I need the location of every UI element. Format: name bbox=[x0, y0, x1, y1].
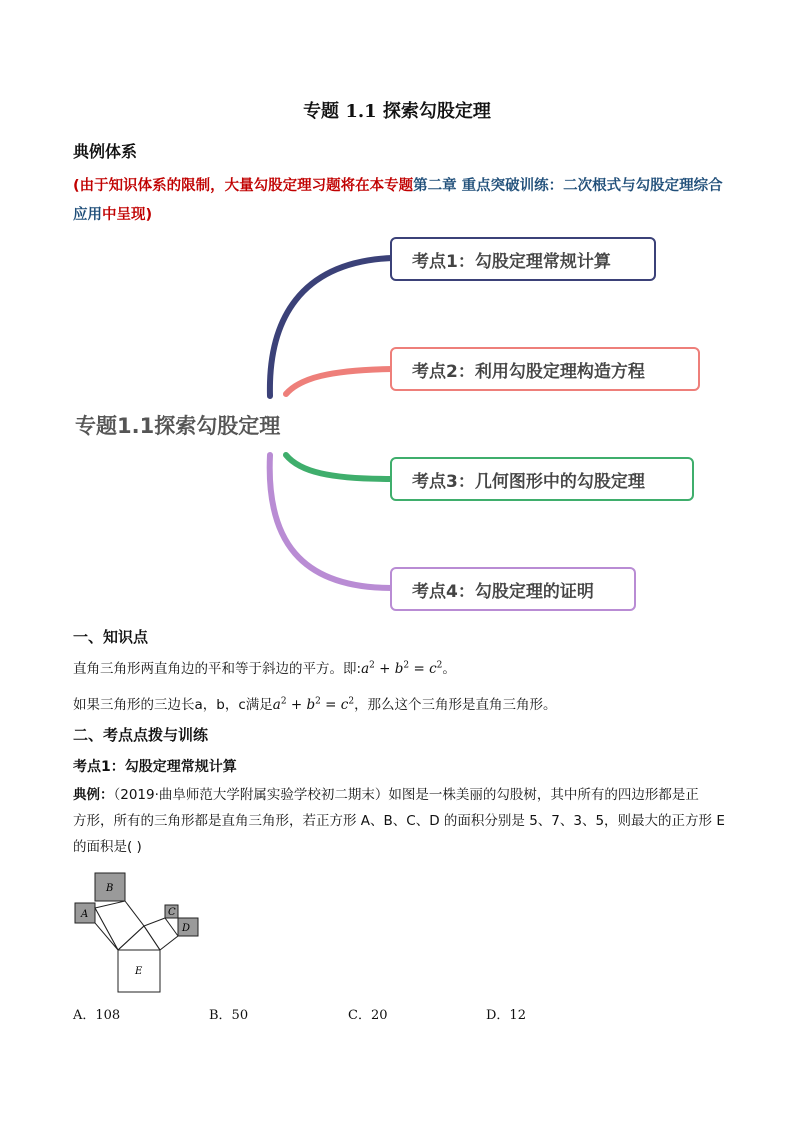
example-label: 典例： bbox=[73, 787, 114, 803]
note-part-1: (由于知识体系的限制，大量勾股定理习题将在本专题 bbox=[73, 178, 414, 194]
section-heading-typical: 典例体系 bbox=[73, 142, 138, 161]
option-a[interactable]: A．108 bbox=[73, 1008, 121, 1023]
mindmap-node-3[interactable]: 考点3：几何图形中的勾股定理 bbox=[390, 457, 694, 501]
label-d: D bbox=[182, 923, 191, 934]
mindmap-center: 专题1.1探索勾股定理 bbox=[75, 414, 281, 438]
formula-2: $a^2 + b^2 = c^2$ bbox=[272, 696, 355, 713]
section-heading-training: 二、考点点拨与训练 bbox=[73, 726, 209, 744]
label-a: A bbox=[81, 909, 89, 920]
option-d[interactable]: D．12 bbox=[486, 1008, 526, 1023]
section-heading-knowledge: 一、知识点 bbox=[73, 628, 149, 646]
branch-3-curve bbox=[286, 455, 392, 479]
formula-1: $a^2 + b^2 = c^2$ bbox=[361, 660, 443, 677]
point-1-heading: 考点1：勾股定理常规计算 bbox=[73, 759, 237, 775]
mindmap-node-4[interactable]: 考点4：勾股定理的证明 bbox=[390, 567, 636, 611]
example-paragraph: 典例：（2019·曲阜师范大学附属实验学校初二期末）如图是一株美丽的勾股树，其中所有的四边形都是正 方形，所有的三角形都是直角三角形，若正方形 A、B、C、D 的面积分别是 5、7、3、5，则最大的正方形 E 的面积是( ) bbox=[73, 787, 725, 855]
branch-2-curve bbox=[286, 369, 392, 394]
note-link-chapter[interactable]: 第二章 重点突破训练：二次根式与勾股定理综合应用 bbox=[73, 178, 723, 223]
pythagorean-tree-figure bbox=[70, 868, 210, 994]
label-e: E bbox=[135, 966, 143, 977]
label-b: B bbox=[106, 883, 114, 894]
option-c[interactable]: C．20 bbox=[348, 1008, 388, 1023]
knowledge-line-1: 直角三角形两直角边的平和等于斜边的平方。即$:a^2 + b^2 = c^2$。 bbox=[73, 660, 456, 677]
label-c: C bbox=[168, 907, 176, 918]
option-b[interactable]: B．50 bbox=[209, 1008, 249, 1023]
page-title: 专题 1.1 探索勾股定理 bbox=[303, 101, 491, 122]
note-part-3: 中呈现) bbox=[102, 207, 153, 223]
mindmap-node-2[interactable]: 考点2：利用勾股定理构造方程 bbox=[390, 347, 700, 391]
mindmap-node-1[interactable]: 考点1：勾股定理常规计算 bbox=[390, 237, 656, 281]
knowledge-line-2: 如果三角形的三边长a，b，c满足$a^2 + b^2 = c^2$，那么这个三角形是直角三角形。 bbox=[73, 696, 557, 713]
